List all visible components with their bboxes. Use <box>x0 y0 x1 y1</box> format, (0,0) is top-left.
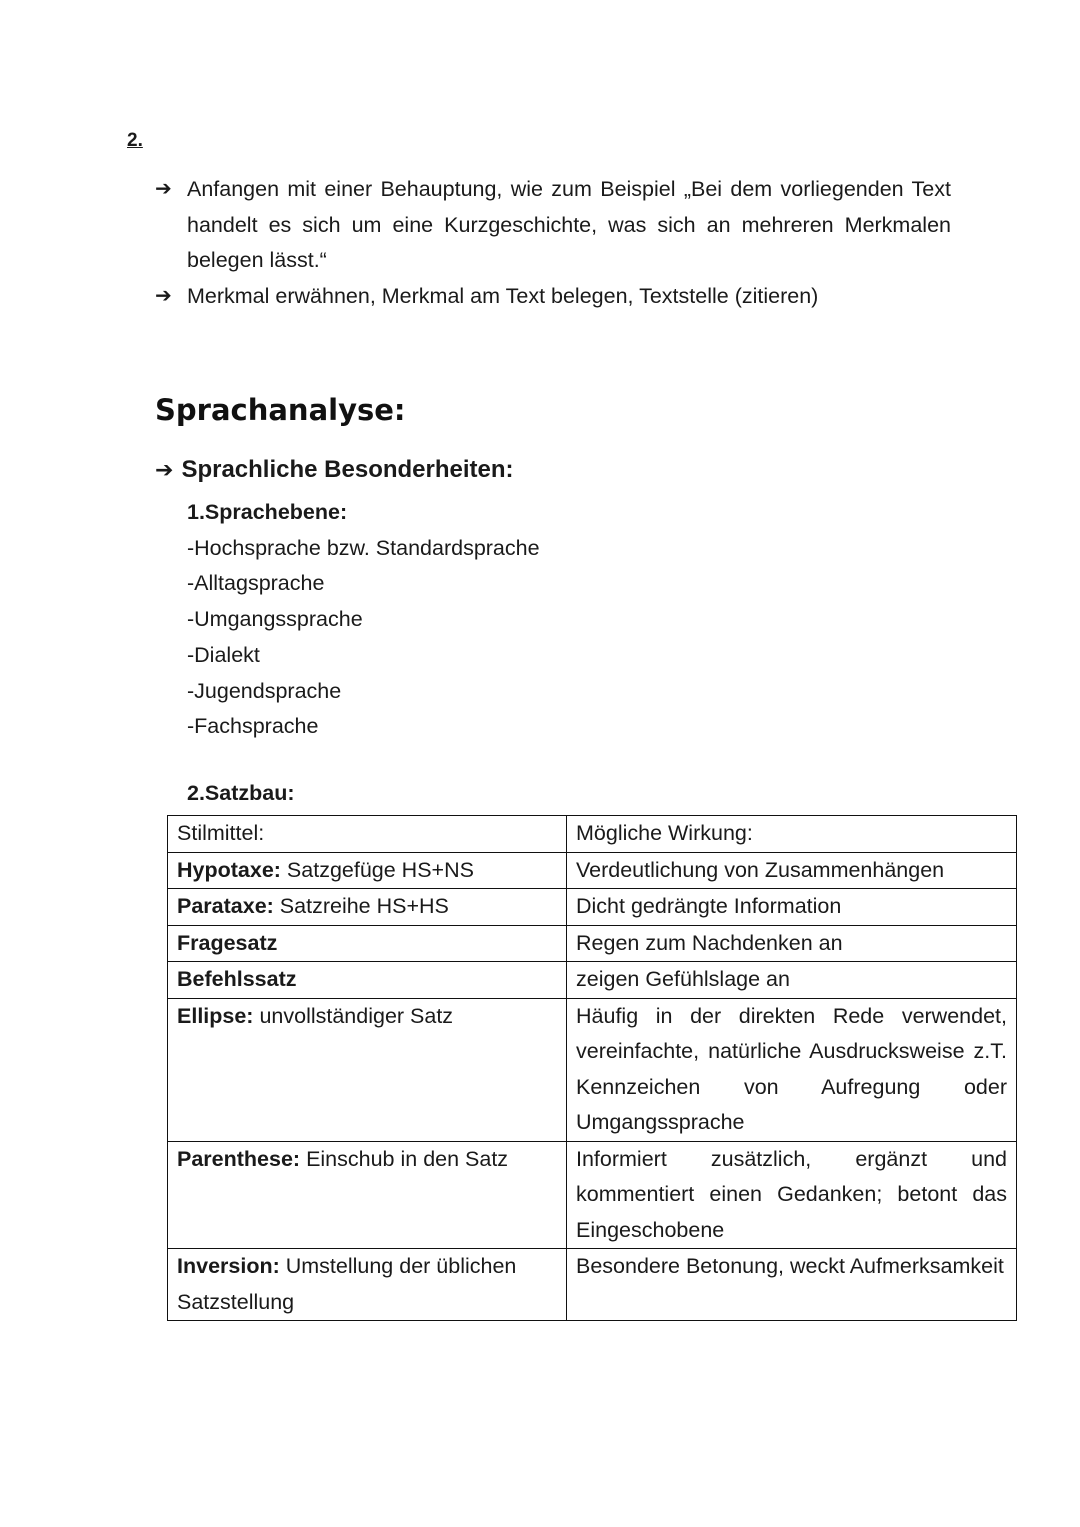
stilmittel-term: Inversion: <box>177 1254 280 1278</box>
wirkung-cell: zeigen Gefühlslage an <box>567 962 1017 999</box>
stilmittel-desc: unvollständiger Satz <box>253 1003 454 1028</box>
sub-heading <box>155 456 514 484</box>
wirkung-cell: Verdeutlichung von Zusammenhängen <box>567 852 1017 889</box>
sub-heading-text: Sprachliche Besonderheiten: <box>181 456 514 483</box>
stilmittel-term: Parenthese: <box>177 1146 301 1171</box>
table-row <box>168 1249 1017 1321</box>
stilmittel-term: Hypotaxe: <box>177 857 281 882</box>
table-row <box>168 1141 1017 1249</box>
table-row <box>168 998 1017 1141</box>
stilmittel-desc: Satzreihe HS+HS <box>273 894 449 918</box>
stilmittel-cell <box>168 889 567 926</box>
table-row <box>168 925 1017 962</box>
intro-bullet-list <box>155 172 951 314</box>
stilmittel-table <box>167 815 1017 1321</box>
arrow-right-icon: ➔ <box>155 178 172 200</box>
list-item: -Jugendsprache <box>187 678 342 703</box>
bullet-item <box>155 172 951 279</box>
list-item: -Alltagsprache <box>187 571 325 596</box>
stilmittel-term: Fragesatz <box>177 930 278 955</box>
stilmittel-term: Parataxe: <box>177 894 274 918</box>
stilmittel-cell <box>168 1141 567 1249</box>
stilmittel-desc: Satzgefüge HS+NS <box>280 857 474 882</box>
stilmittel-cell <box>168 852 567 889</box>
wirkung-cell: Besondere Betonung, weckt Aufmerksamkeit <box>567 1249 1017 1321</box>
stilmittel-term: Ellipse: <box>177 1003 254 1028</box>
table-row <box>168 889 1017 926</box>
table-header-row <box>168 816 1017 853</box>
list-item: -Fachsprache <box>187 714 319 739</box>
satzbau-title: 2.Satzbau: <box>187 781 295 805</box>
bullet-text: Anfangen mit einer Behauptung, wie zum Beispiel „Bei dem vorliegenden Text handelt es sich um eine Kurzgeschichte, was sich an mehreren Merkmalen belegen lässt.“ <box>187 177 951 272</box>
list-item: -Dialekt <box>187 642 260 667</box>
table-row <box>168 962 1017 999</box>
stilmittel-cell <box>168 1249 567 1321</box>
arrow-right-icon: ➔ <box>155 284 172 307</box>
bullet-text: Merkmal erwähnen, Merkmal am Text belegen, Textstelle (zitieren) <box>187 283 819 308</box>
bullet-item <box>155 279 951 315</box>
list-item: -Umgangssprache <box>187 607 363 632</box>
list-item: -Hochsprache bzw. Standardsprache <box>187 535 540 560</box>
wirkung-cell: Dicht gedrängte Information <box>567 889 1017 926</box>
section-heading: Sprachanalyse: <box>155 393 406 427</box>
table-row <box>168 852 1017 889</box>
stilmittel-desc: Umstellung der üblichen Satzstellung <box>177 1254 517 1314</box>
wirkung-cell: Häufig in der direkten Rede verwendet, vereinfachte, natürliche Ausdrucksweise z.T. Kennzeichen von Aufregung oder Umgangssprache <box>567 998 1017 1141</box>
wirkung-cell: Regen zum Nachdenken an <box>567 925 1017 962</box>
stilmittel-cell <box>168 925 567 962</box>
arrow-right-icon: ➔ <box>155 457 174 482</box>
sprachebene-title: 1.Sprachebene: <box>187 500 348 524</box>
stilmittel-cell <box>168 962 567 999</box>
stilmittel-desc: Einschub in den Satz <box>300 1146 509 1171</box>
sprachebene-block <box>187 495 540 745</box>
wirkung-cell: Informiert zusätzlich, ergänzt und kommentiert einen Gedanken; betont das Eingeschobene <box>567 1141 1017 1249</box>
header-stilmittel: Stilmittel: <box>168 816 567 853</box>
header-wirkung: Mögliche Wirkung: <box>567 816 1017 853</box>
section-number: 2. <box>127 130 143 151</box>
sprachebene-list <box>187 531 540 745</box>
stilmittel-term: Befehlssatz <box>177 967 297 991</box>
stilmittel-cell <box>168 998 567 1141</box>
